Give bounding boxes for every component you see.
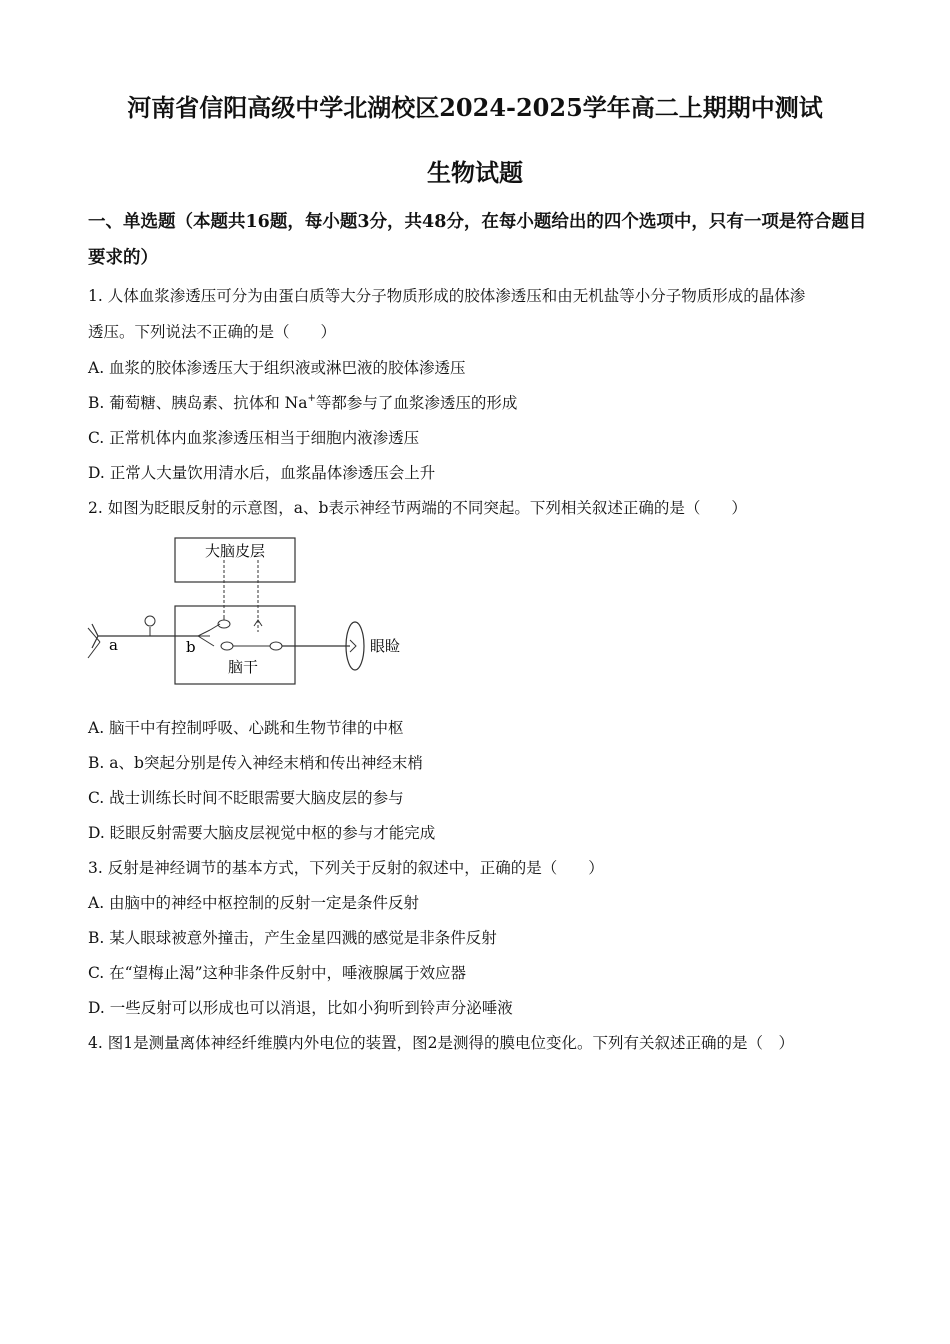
q1-option-d: D. 正常人大量饮用清水后，血浆晶体渗透压会上升 bbox=[88, 464, 436, 482]
q2-option-c: C. 战士训练长时间不眨眼需要大脑皮层的参与 bbox=[88, 789, 404, 807]
q4-stem: 4. 图1是测量离体神经纤维膜内外电位的装置，图2是测得的膜电位变化。下列有关叙述正确的是（ ） bbox=[88, 1034, 794, 1052]
q2-option-b: B. a、b突起分别是传入神经末梢和传出神经末梢 bbox=[88, 754, 423, 772]
q3-stem: 3. 反射是神经调节的基本方式，下列关于反射的叙述中，正确的是（ ） bbox=[88, 859, 604, 877]
brainstem-label: 脑干 bbox=[227, 658, 259, 676]
q1-stem-line2: 透压。下列说法不正确的是（ ） bbox=[88, 323, 337, 341]
q1-option-b-sup: + bbox=[307, 393, 316, 404]
eyelid-label: 眼睑 bbox=[370, 637, 401, 655]
q2-option-d: D. 眨眼反射需要大脑皮层视觉中枢的参与才能完成 bbox=[88, 824, 436, 842]
section-heading: 一、单选题（本题共16题，每小题3分，共48分，在每小题给出的四个选项中，只有一项是符合题目要求的） bbox=[88, 212, 867, 268]
q1-stem-line1: 1. 人体血浆渗透压可分为由蛋白质等大分子物质形成的胶体渗透压和由无机盐等小分子物质形成的晶体渗 bbox=[88, 287, 806, 305]
q2-stem: 2. 如图为眨眼反射的示意图，a、b表示神经节两端的不同突起。下列相关叙述正确的是（ ） bbox=[88, 499, 747, 517]
q1-option-c: C. 正常机体内血浆渗透压相当于细胞内液渗透压 bbox=[88, 429, 420, 447]
q3-option-c: C. 在“望梅止渴”这种非条件反射中，唾液腺属于效应器 bbox=[88, 964, 467, 982]
q1-option-b-pre: B. 葡萄糖、胰岛素、抗体和 Na bbox=[88, 394, 308, 412]
label-b: b bbox=[186, 638, 196, 656]
q2-option-a: A. 脑干中有控制呼吸、心跳和生物节律的中枢 bbox=[88, 719, 404, 737]
q1-option-a: A. 血浆的胶体渗透压大于组织液或淋巴液的胶体渗透压 bbox=[88, 359, 466, 377]
page-title: 河南省信阳高级中学北湖校区2024-2025学年高二上期期中测试 bbox=[127, 93, 823, 122]
q1-option-b bbox=[88, 391, 517, 413]
blink-reflex-diagram bbox=[86, 532, 416, 692]
q3-option-a: A. 由脑中的神经中枢控制的反射一定是条件反射 bbox=[88, 894, 420, 912]
cortex-label: 大脑皮层 bbox=[204, 542, 266, 560]
page-subtitle: 生物试题 bbox=[427, 158, 523, 187]
q3-option-d: D. 一些反射可以形成也可以消退，比如小狗听到铃声分泌唾液 bbox=[88, 999, 513, 1017]
q1-option-b-post: 等都参与了血浆渗透压的形成 bbox=[315, 394, 518, 412]
q3-option-b: B. 某人眼球被意外撞击，产生金星四溅的感觉是非条件反射 bbox=[88, 929, 497, 947]
label-a: a bbox=[109, 636, 118, 654]
